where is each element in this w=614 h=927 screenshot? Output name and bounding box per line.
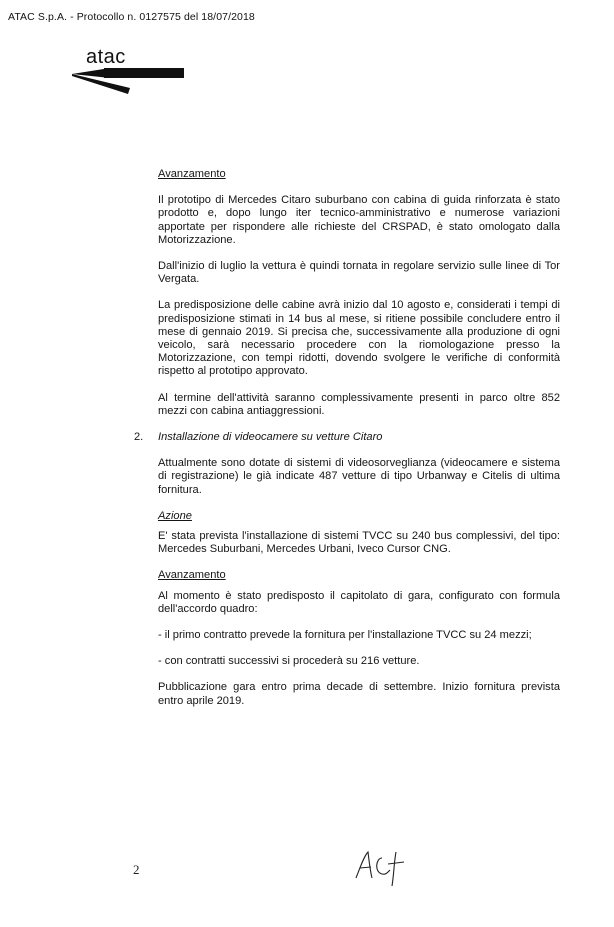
item-2-title: Installazione di videocamere su vetture Citaro	[158, 431, 383, 444]
paragraph-prototipo: Il prototipo di Mercedes Citaro suburbano con cabina di guida rinforzata è stato prodotto e, dopo lungo iter tecnico-amministrativo e numerose variazioni apportate per rispondere alle richieste del CRSPAD, è stato omologato dalla Motorizzazione.	[158, 194, 560, 246]
paragraph-pubblicazione: Pubblicazione gara entro prima decade di settembre. Inizio fornitura prevista entro aprile 2019.	[158, 681, 560, 707]
logo-arrow-icon	[70, 68, 184, 98]
document-body	[134, 168, 560, 708]
bullet-primo-contratto: - il primo contratto prevede la fornitura per l'installazione TVCC su 24 mezzi;	[158, 629, 532, 642]
paragraph-termine: Al termine dell'attività saranno complessivamente presenti in parco oltre 852 mezzi con cabina antiaggressioni.	[158, 391, 560, 417]
protocol-header: ATAC S.p.A. - Protocollo n. 0127575 del 18/07/2018	[8, 11, 255, 23]
item-number: 2.	[134, 431, 144, 444]
section-heading-azione: Azione	[158, 509, 192, 522]
section-heading-avanzamento: Avanzamento	[158, 168, 226, 180]
paragraph-predisposizione: La predisposizione delle cabine avrà inizio dal 10 agosto e, considerati i tempi di predisposizione stimati in 14 bus al mese, si ritiene possibile concludere entro il mese di gennaio 2019. Si precisa che, successivamente alla produzione di ogni veicolo, sarà necessario procedere con la riomologazione presso la Motorizzazione, con tempi ridotti, dovendo svolgere le verifiche di conformità rispetto al prototipo approvato.	[158, 299, 560, 378]
section-heading-avanzamento-2: Avanzamento	[158, 569, 226, 582]
handwritten-signature	[352, 848, 406, 888]
item-2-heading	[134, 431, 560, 444]
page-number: 2	[133, 862, 140, 877]
bullet-contratti-successivi: - con contratti successivi si procederà su 216 vetture.	[158, 655, 420, 668]
logo-text: atac	[86, 46, 126, 68]
atac-logo	[70, 42, 190, 98]
paragraph-videosorveglianza: Attualmente sono dotate di sistemi di videosorveglianza (videocamere e sistema di registrazione) le già indicate 487 vetture di tipo Urbanway e Citelis di ultima fornitura.	[158, 457, 560, 496]
paragraph-capitolato: Al momento è stato predisposto il capitolato di gara, configurato con formula dell'accordo quadro:	[158, 589, 560, 615]
paragraph-luglio: Dall'inizio di luglio la vettura è quindi tornata in regolare servizio sulle linee di Tor Vergata.	[158, 260, 560, 286]
paragraph-azione: E' stata prevista l'installazione di sistemi TVCC su 240 bus complessivi, del tipo: Mercedes Suburbani, Mercedes Urbani, Iveco Cursor CNG.	[158, 530, 560, 556]
